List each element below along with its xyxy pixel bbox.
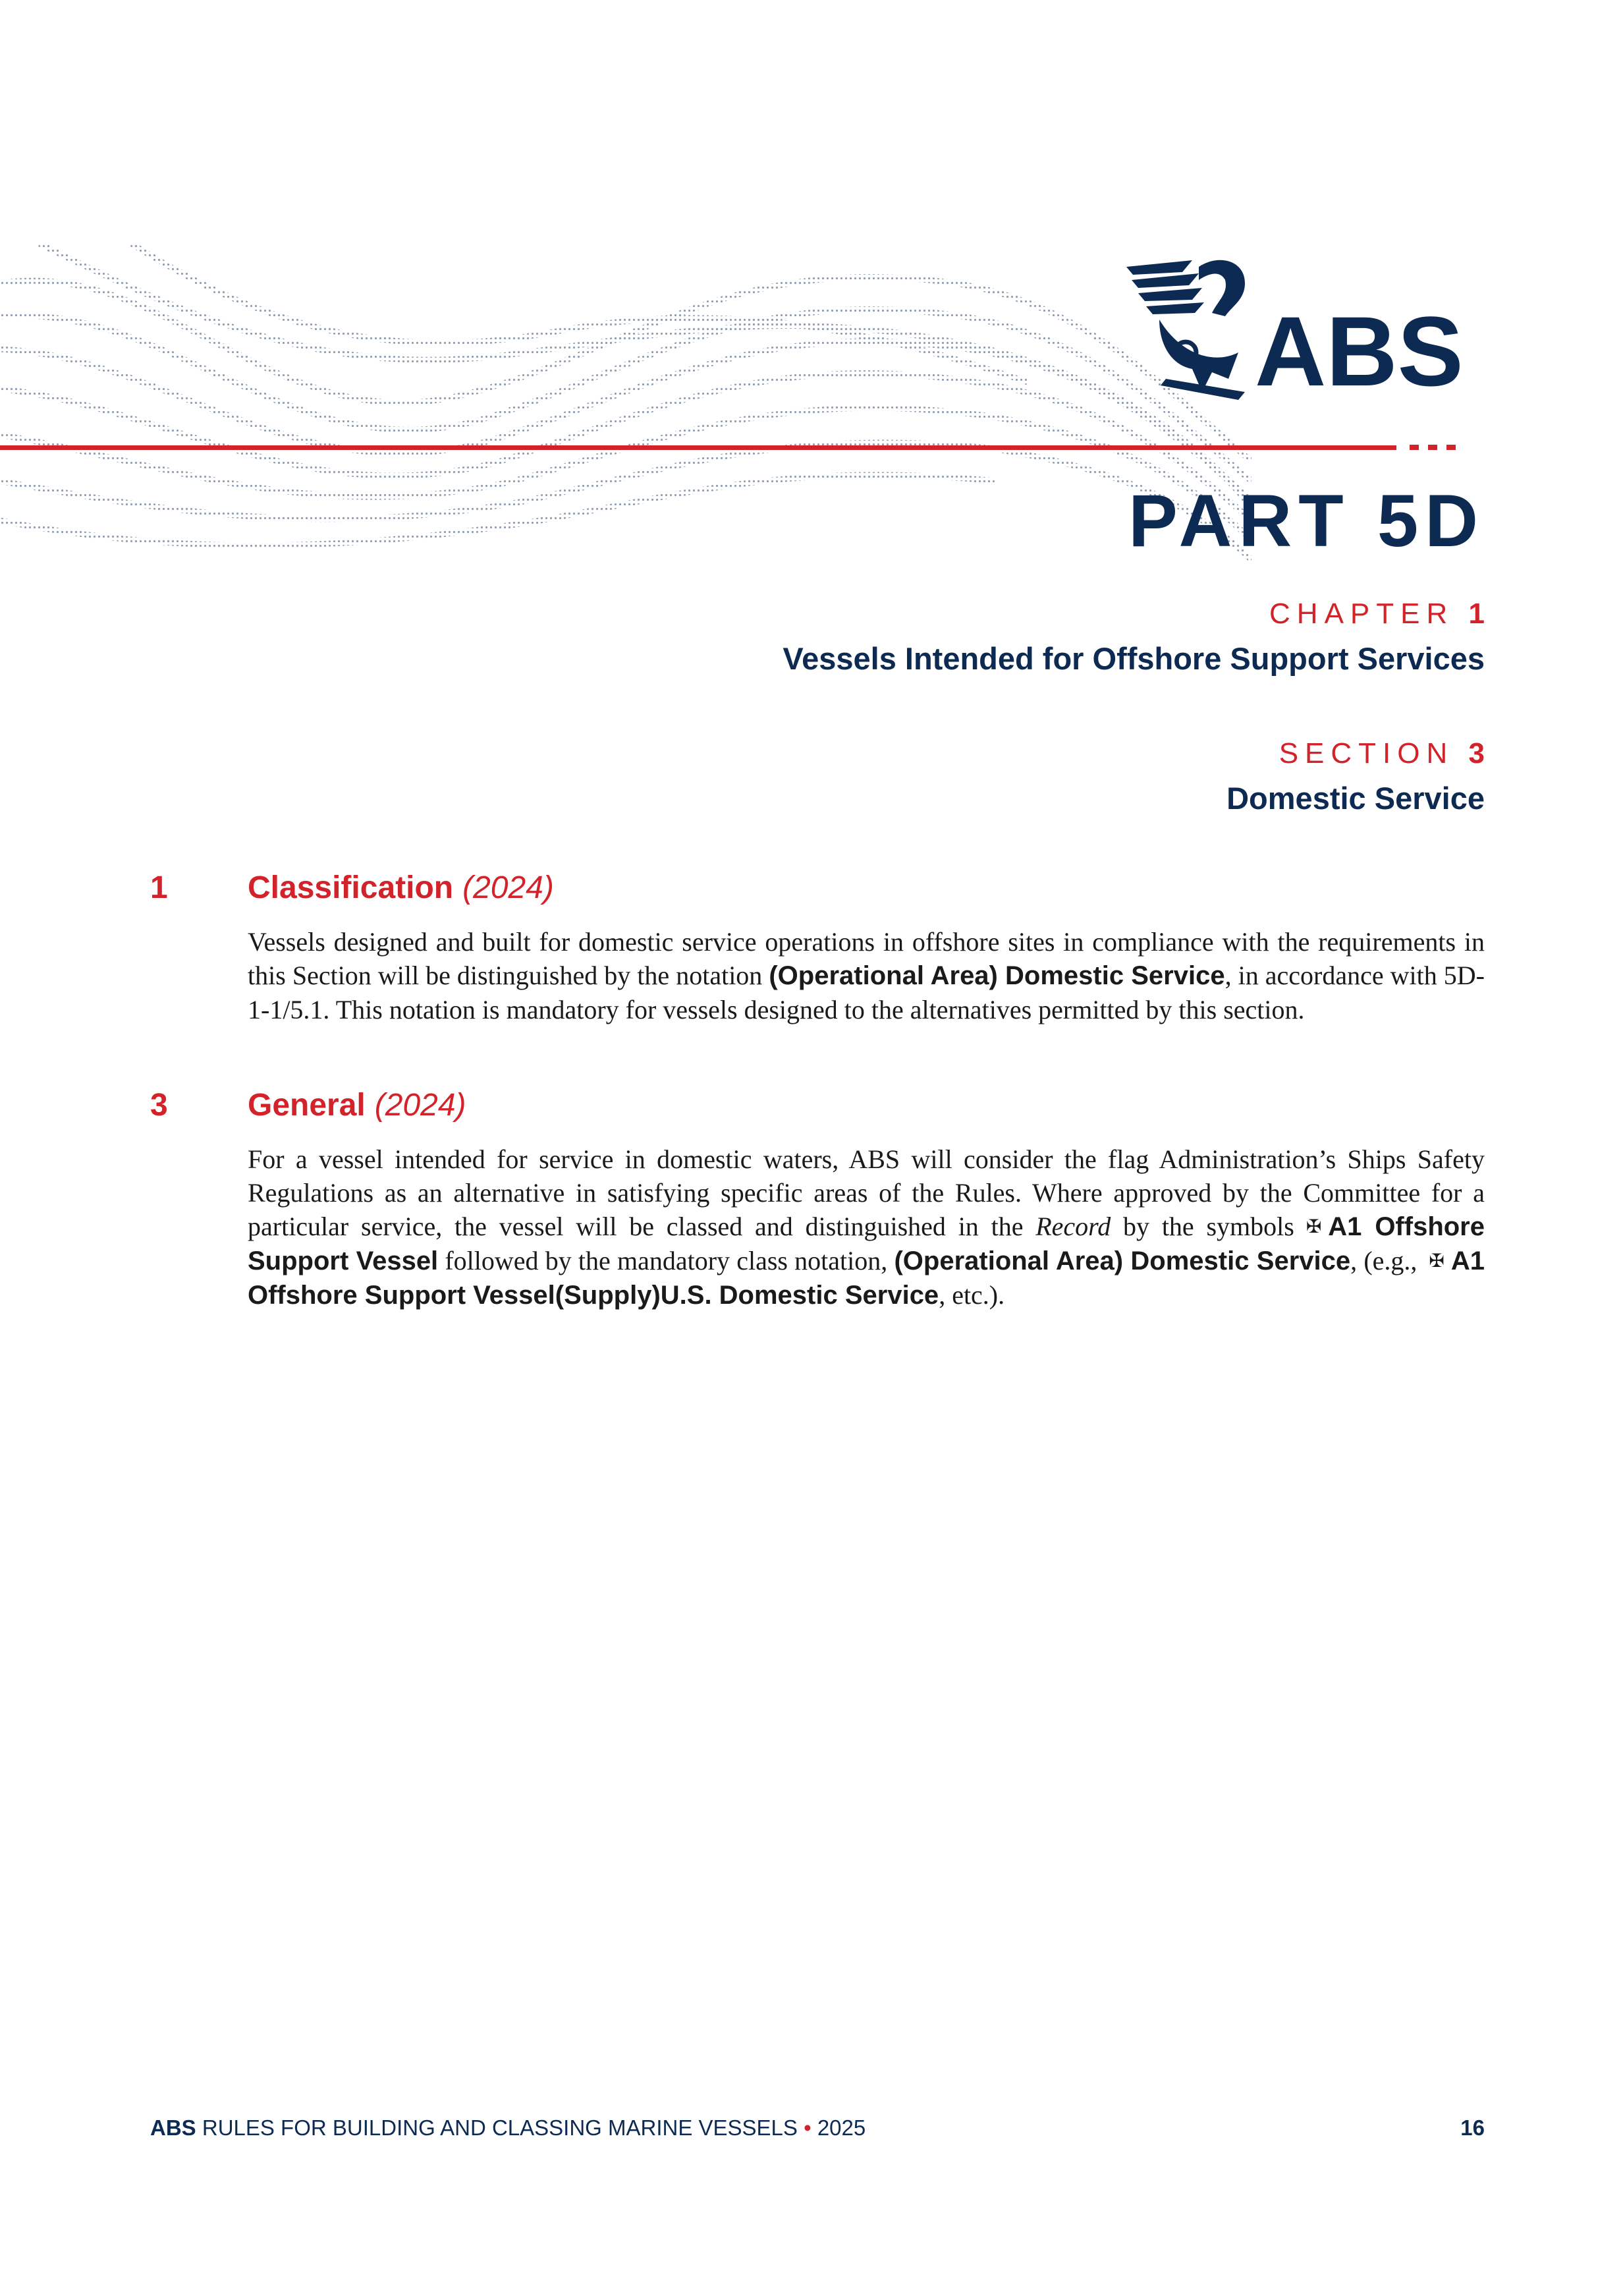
record-reference: Record — [1035, 1212, 1111, 1241]
subsection-number: 1 — [150, 870, 168, 905]
class-notation: (Operational Area) Domestic Service — [769, 961, 1225, 990]
dotted-wave-graphic — [0, 244, 1252, 613]
paragraph-text: , in accordance with 5D-1-1/5.1. This notation is mandatory for vessels designed to the alternatives permitted by this section. — [248, 961, 1485, 1024]
page-number: 16 — [1460, 2115, 1485, 2140]
subsection-3-paragraph — [248, 1142, 1485, 1312]
chapter-title: Vessels Intended for Offshore Support Services — [783, 641, 1485, 676]
subsection-1-paragraph — [248, 925, 1485, 1026]
maltese-cross-icon: ✠ — [1306, 1216, 1322, 1237]
header-red-dots — [1410, 443, 1456, 452]
section-label: SECTION — [1279, 737, 1454, 770]
subsection-title: General — [248, 1088, 366, 1123]
abs-logo-wordmark: ABS — [1255, 296, 1464, 402]
maltese-cross-icon: ✠ — [1429, 1250, 1444, 1272]
header-red-rule — [0, 445, 1396, 450]
chapter-number: 1 — [1468, 598, 1485, 630]
footer-title-text: RULES FOR BUILDING AND CLASSING MARINE VESSELS — [196, 2115, 804, 2140]
page-footer — [150, 2117, 1485, 2139]
part-title: PART 5D — [1128, 480, 1485, 562]
class-notation: (Operational Area) Domestic Service — [894, 1246, 1351, 1275]
section-title: Domestic Service — [1226, 781, 1485, 816]
subsection-number: 3 — [150, 1088, 168, 1123]
subsection-3-heading — [150, 1090, 466, 1121]
paragraph-text: followed by the mandatory class notation, — [438, 1246, 894, 1275]
paragraph-text: by the symbols — [1111, 1212, 1294, 1241]
subsection-title: Classification — [248, 870, 454, 905]
paragraph-text: For a vessel intended for service in domestic waters, ABS will consider the flag Administration’s Ships Safety Regulations as an alternative in satisfying specific areas of the Rules. Where approved by the Committee for a particular service, the vessel will be classed and distinguished in the — [248, 1144, 1485, 1241]
footer-year: 2025 — [811, 2115, 866, 2140]
subsection-year: (2024) — [374, 1088, 466, 1123]
paragraph-text: Vessels designed and built for domestic service operations in offshore sites in compliance with the requirements in this Section will be distinguished by the notation — [248, 927, 1485, 990]
paragraph-text: , (e.g., — [1350, 1246, 1417, 1275]
abs-logo — [1120, 254, 1482, 402]
class-notation: A1 Offshore Support Vessel — [248, 1212, 1485, 1275]
chapter-label: CHAPTER — [1269, 598, 1454, 630]
footer-bullet: • — [804, 2115, 812, 2140]
footer-brand: ABS — [150, 2115, 196, 2140]
section-label-row — [1279, 739, 1485, 768]
class-notation: A1 Offshore Support Vessel(Supply)U.S. Domestic Service — [248, 1246, 1485, 1310]
paragraph-text: , etc.). — [939, 1280, 1005, 1310]
section-number: 3 — [1468, 737, 1485, 770]
subsection-1-heading — [150, 872, 554, 904]
eagle-emblem-icon — [1126, 260, 1245, 400]
chapter-label-row — [1269, 600, 1485, 629]
footer-title — [150, 2117, 866, 2139]
subsection-year: (2024) — [462, 870, 554, 905]
